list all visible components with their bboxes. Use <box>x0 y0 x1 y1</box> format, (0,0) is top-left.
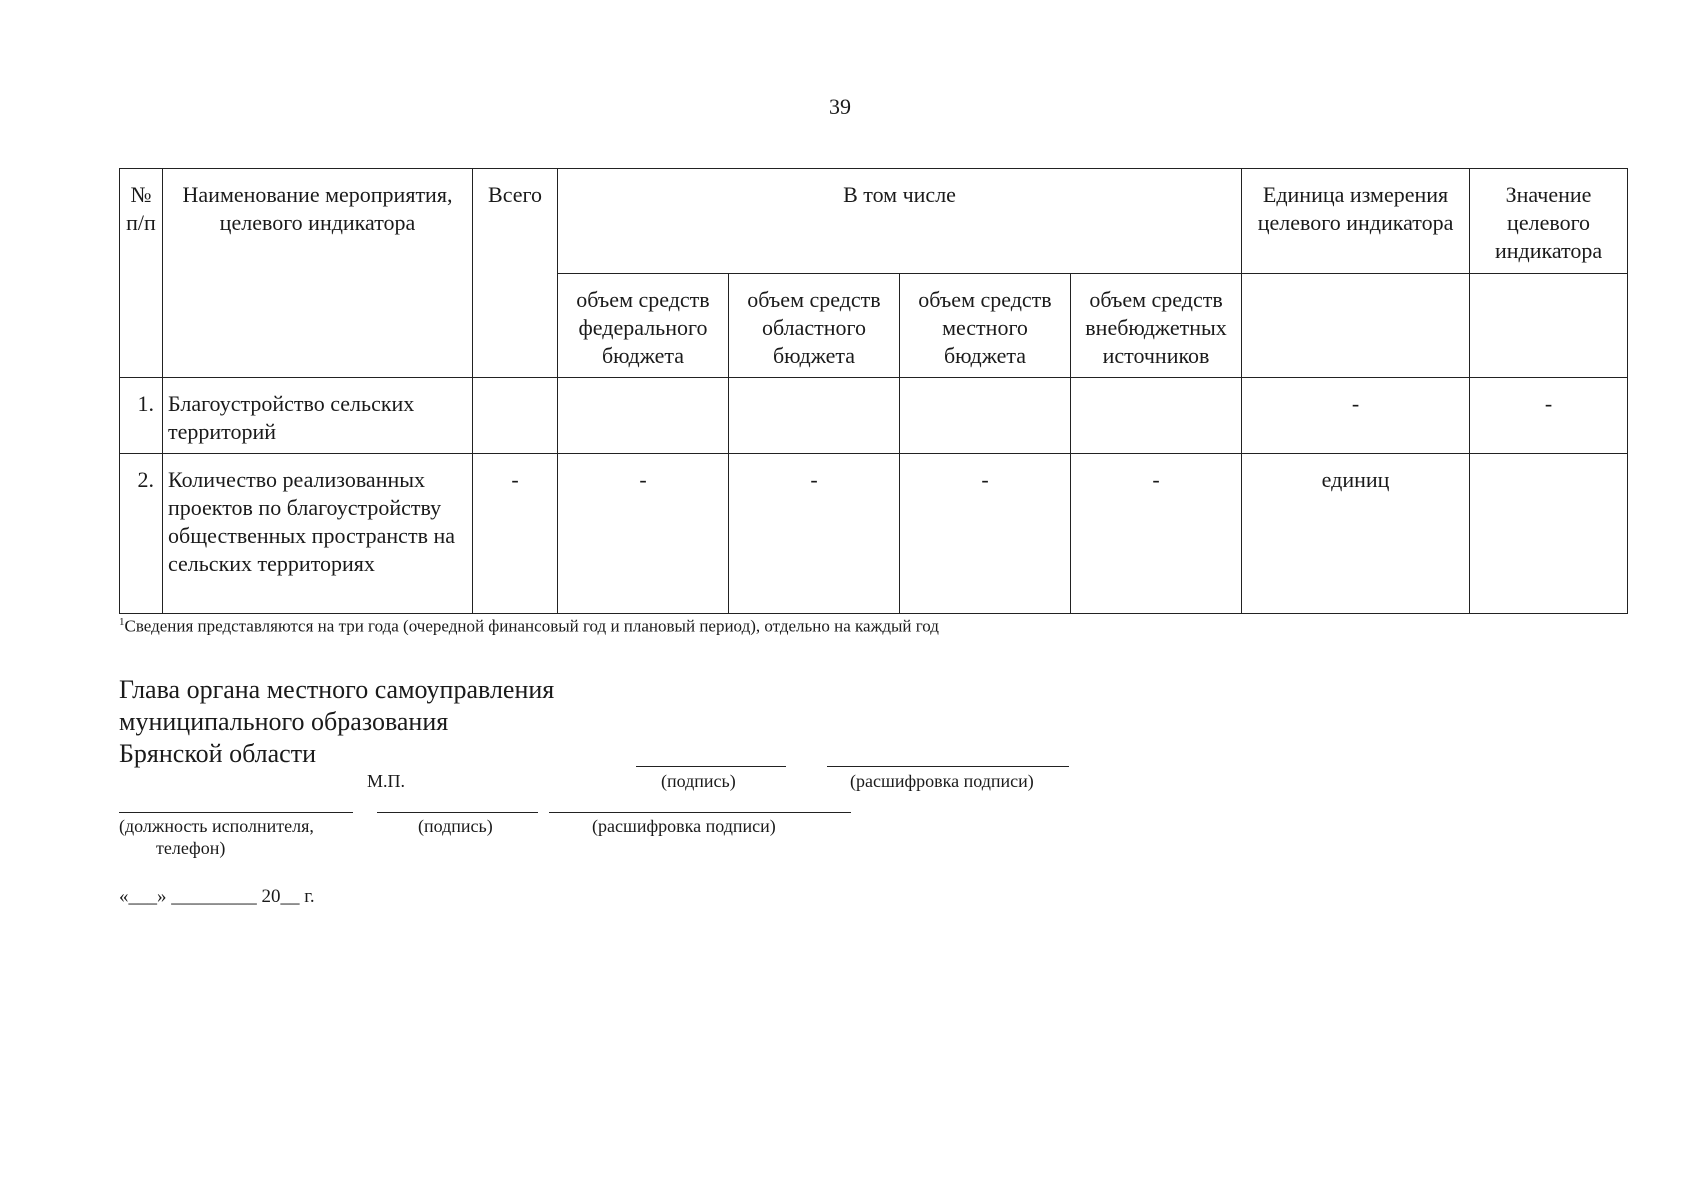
row-value: - <box>1470 378 1628 454</box>
page-number: 39 <box>829 94 851 119</box>
row-total <box>473 378 558 454</box>
row-local <box>900 378 1071 454</box>
header-unit: Единица измерения целевого индикатора <box>1242 169 1470 274</box>
row-local: - <box>900 454 1071 614</box>
row-regional: - <box>729 454 900 614</box>
row-name: Благоустройство сельских территорий <box>163 378 473 454</box>
executor-position-caption-line: (должность исполнителя, <box>119 816 314 836</box>
header-including: В том числе <box>558 169 1242 274</box>
row-value <box>1470 454 1628 614</box>
executor-position-caption <box>119 815 314 859</box>
head-decode-line <box>827 766 1069 767</box>
row-extrabudget: - <box>1071 454 1242 614</box>
header-value-empty <box>1470 274 1628 378</box>
signatory-title <box>119 674 554 770</box>
signatory-title-line: Брянской области <box>119 739 316 768</box>
row-unit: единиц <box>1242 454 1470 614</box>
table-row <box>120 454 1628 614</box>
row-regional <box>729 378 900 454</box>
head-decode-caption: (расшифровка подписи) <box>850 771 1034 791</box>
footnote-mark: 1 <box>119 616 125 628</box>
header-unit-empty <box>1242 274 1470 378</box>
executor-decode-line <box>549 812 851 813</box>
row-name: Количество реализованных проектов по благоустройству общественных пространств на сельских территориях <box>163 454 473 614</box>
table-row <box>120 378 1628 454</box>
row-federal <box>558 378 729 454</box>
row-num: 1. <box>120 378 163 454</box>
header-federal: объем средств федерального бюджета <box>558 274 729 378</box>
executor-position-line <box>119 812 353 813</box>
header-regional: объем средств областного бюджета <box>729 274 900 378</box>
date-line: «___» _________ 20__ г. <box>119 886 315 907</box>
executor-signature-caption: (подпись) <box>418 816 493 836</box>
indicators-table <box>119 168 1628 614</box>
header-num: № п/п <box>120 169 163 378</box>
header-total: Всего <box>473 169 558 378</box>
executor-position-caption-line: телефон) <box>156 838 226 858</box>
footnote <box>119 616 939 637</box>
head-signature-caption: (подпись) <box>661 771 736 791</box>
signatory-title-line: Глава органа местного самоуправления <box>119 675 555 704</box>
header-value: Значение целевого индикатора <box>1470 169 1628 274</box>
stamp-label: М.П. <box>367 771 406 791</box>
row-total: - <box>473 454 558 614</box>
header-extrabudget: объем средств внебюджетных источников <box>1071 274 1242 378</box>
executor-decode-caption: (расшифровка подписи) <box>592 816 776 836</box>
row-num: 2. <box>120 454 163 614</box>
row-federal: - <box>558 454 729 614</box>
signatory-title-line: муниципального образования <box>119 707 449 736</box>
row-extrabudget <box>1071 378 1242 454</box>
row-unit: - <box>1242 378 1470 454</box>
executor-signature-line <box>377 812 538 813</box>
header-name: Наименование мероприятия, целевого индикатора <box>163 169 473 378</box>
head-signature-line <box>636 766 786 767</box>
footnote-text: Сведения представляются на три года (очередной финансовый год и плановый период), отдельно на каждый год <box>124 616 939 636</box>
header-local: объем средств местного бюджета <box>900 274 1071 378</box>
